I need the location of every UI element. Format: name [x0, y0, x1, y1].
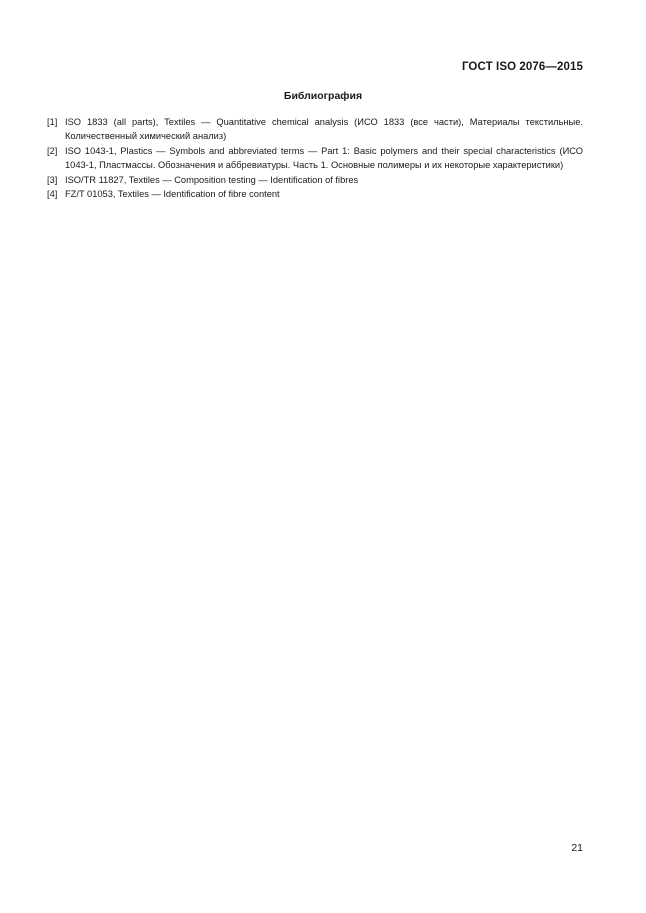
standard-code-header: ГОСТ ISO 2076—2015 [461, 61, 583, 73]
bibliography-title: Библиография [283, 90, 363, 102]
entry-number: [4] [47, 189, 58, 200]
entry-text: FZ/T 01053, Textiles — Identification of fibre content [65, 189, 280, 200]
bibliography-entry [47, 187, 583, 201]
bibliography-entry [47, 115, 583, 144]
entry-text: ISO 1043-1, Plastics — Symbols and abbreviated terms — Part 1: Basic polymers and their special characteristics (ИСО 1043-1, Пластмассы. Обозначения и аббревиатуры. Часть 1. Основные полимеры и их некоторые характеристики) [65, 145, 583, 171]
entry-number: [2] [47, 145, 58, 156]
bibliography-entry [47, 144, 583, 173]
entry-text: ISO 1833 (all parts), Textiles — Quantitative chemical analysis (ИСО 1833 (все части), Материалы текстильные. Количественный химический анализ) [65, 117, 583, 142]
entry-text: ISO/TR 11827, Textiles — Composition testing — Identification of fibres [65, 174, 359, 185]
bibliography-list [47, 115, 583, 201]
entry-number: [1] [47, 117, 58, 127]
bibliography-entry [47, 173, 583, 187]
entry-number: [3] [47, 174, 58, 185]
page-number: 21 [571, 842, 583, 854]
